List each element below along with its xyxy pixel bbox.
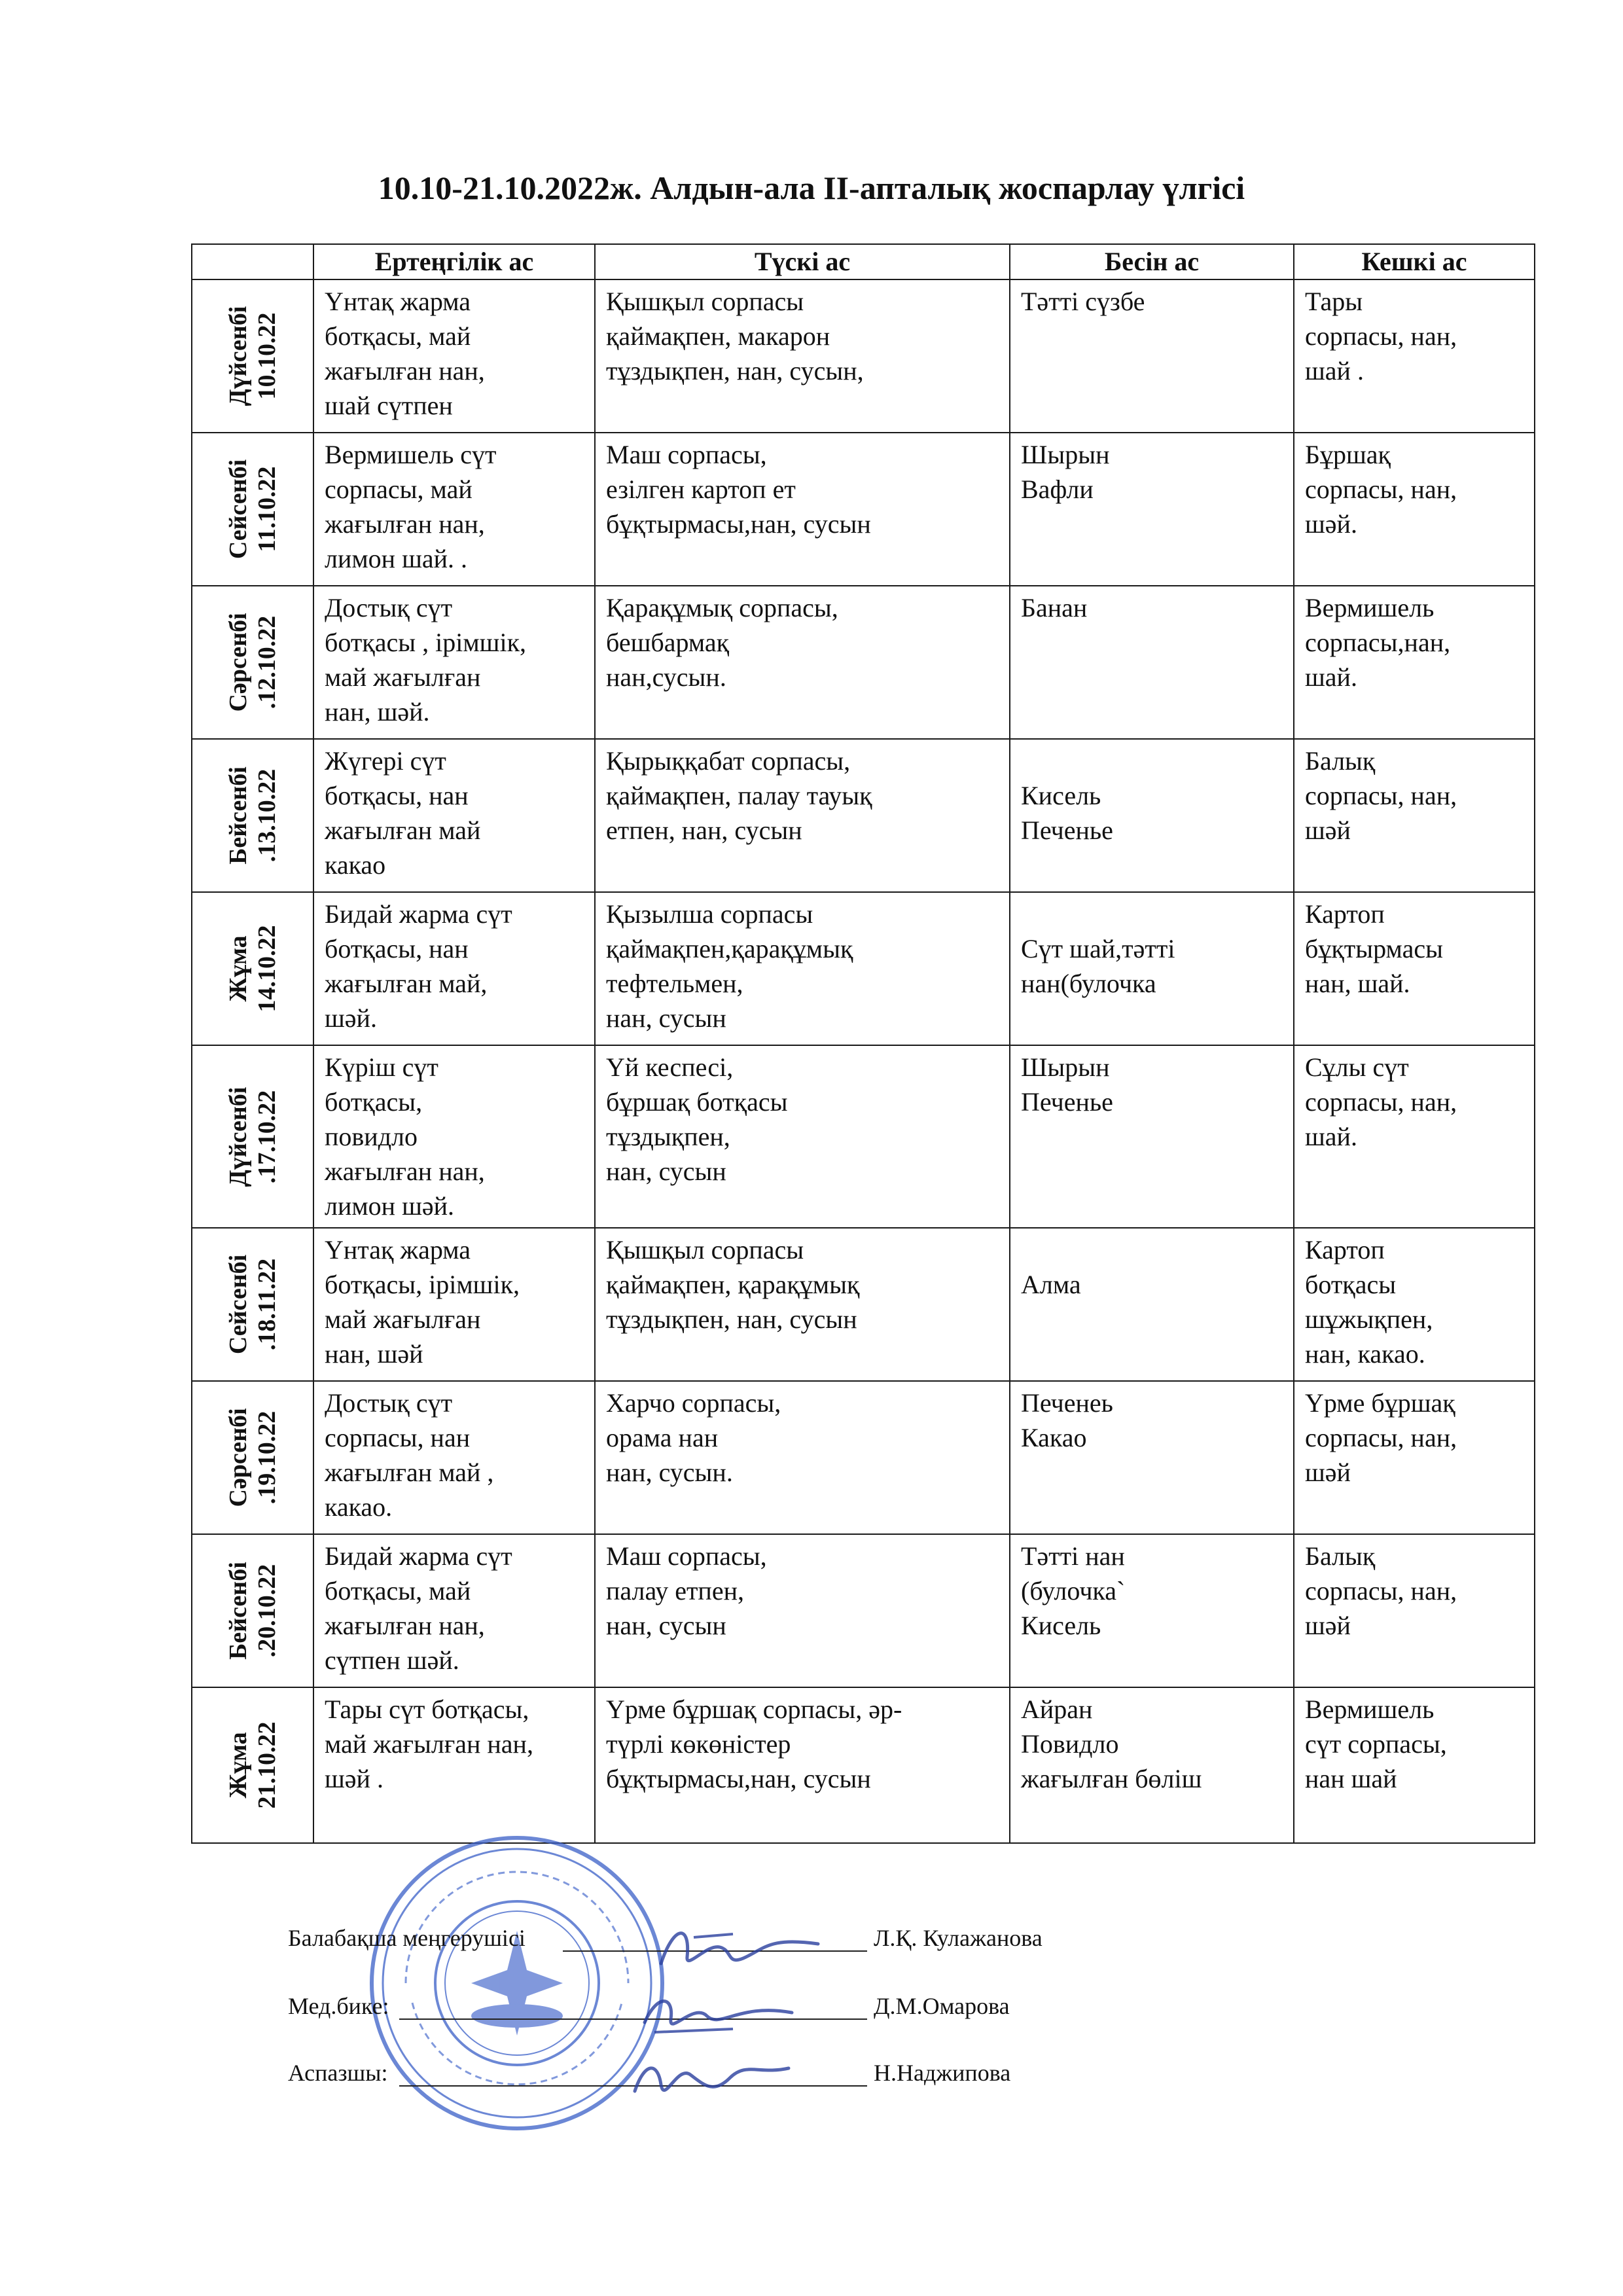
lunch-text: Маш сорпасы, палау етпен, нан, сусын [606, 1541, 767, 1640]
snack-cell [1010, 586, 1294, 739]
day-date: .13.10.22 [253, 768, 281, 863]
lunch-cell [595, 279, 1010, 433]
lunch-text: Үй кеспесі, бұршақ ботқасы тұздықпен, нан, сусын [606, 1052, 788, 1186]
dinner-text: Вермишель сорпасы,нан, шай. [1305, 593, 1451, 692]
lunch-cell [595, 892, 1010, 1045]
breakfast-cell [313, 739, 595, 892]
lunch-text: Маш сорпасы, езілген картоп ет бұқтырмасы,нан, сусын [606, 440, 871, 539]
lunch-text: Харчо сорпасы, орама нан нан, сусын. [606, 1388, 781, 1487]
day-cell [192, 1534, 313, 1687]
day-name: Дүйсенбі [224, 306, 252, 406]
dinner-text: Вермишель сүт сорпасы, нан шай [1305, 1695, 1447, 1793]
day-name: Бейсенбі [224, 766, 252, 865]
dinner-text: Картоп ботқасы шұжықпен, нан, какао. [1305, 1235, 1433, 1369]
handwritten-signature [654, 1918, 825, 1977]
header-day [192, 244, 313, 279]
day-cell [192, 892, 313, 1045]
table-row [192, 433, 1535, 586]
table-row [192, 739, 1535, 892]
dinner-cell [1294, 433, 1535, 586]
day-date: .12.10.22 [253, 615, 281, 709]
day-cell [192, 1381, 313, 1534]
breakfast-cell [313, 1381, 595, 1534]
lunch-cell [595, 1045, 1010, 1228]
lunch-cell [595, 1381, 1010, 1534]
day-cell [192, 433, 313, 586]
breakfast-text: Үнтақ жарма ботқасы, ірімшік, май жағылған нан, шәй [325, 1235, 520, 1369]
breakfast-cell [313, 892, 595, 1045]
breakfast-cell [313, 586, 595, 739]
header-row [192, 244, 1535, 279]
lunch-text: Үрме бұршақ сорпасы, әр- түрлі көкөністер бұқтырмасы,нан, сусын [606, 1695, 902, 1793]
day-date: .17.10.22 [253, 1090, 281, 1183]
day-cell [192, 1228, 313, 1381]
dinner-text: Тары сорпасы, нан, шай . [1305, 287, 1457, 386]
lunch-cell [595, 739, 1010, 892]
snack-cell [1010, 279, 1294, 433]
dinner-cell [1294, 1045, 1535, 1228]
lunch-text: Қышқыл сорпасы қаймақпен, қарақұмық тұздықпен, нан, сусын [606, 1235, 860, 1334]
official-stamp [366, 1833, 668, 2134]
breakfast-text: Бидай жарма сүт ботқасы, нан жағылған май, шәй. [325, 899, 512, 1033]
snack-text: Алма [1021, 1270, 1081, 1299]
header-lunch: Түскі ас [595, 244, 1010, 279]
dinner-cell [1294, 279, 1535, 433]
day-date: 14.10.22 [253, 925, 281, 1013]
day-name: Бейсенбі [224, 1562, 252, 1660]
breakfast-text: Достық сүт сорпасы, нан жағылған май , какао. [325, 1388, 494, 1522]
signature-role: Аспазшы: [288, 2060, 388, 2086]
header-snack: Бесін ас [1010, 244, 1294, 279]
table-row [192, 1687, 1535, 1843]
dinner-text: Үрме бұршақ сорпасы, нан, шәй [1305, 1388, 1457, 1487]
day-name: Дүйсенбі [224, 1086, 252, 1187]
breakfast-text: Достық сүт ботқасы , ірімшік, май жағылған нан, шәй. [325, 593, 527, 726]
table-row [192, 1228, 1535, 1381]
signature-role: Балабақша меңгерушісі [288, 1925, 526, 1951]
day-name: Сәрсенбі [224, 1408, 252, 1507]
lunch-text: Қырыққабат сорпасы, қаймақпен, палау тауық етпен, нан, сусын [606, 746, 872, 845]
table-row [192, 1534, 1535, 1687]
lunch-text: Қарақұмық сорпасы, бешбармақ нан,сусын. [606, 593, 838, 692]
day-date: 10.10.22 [253, 312, 281, 400]
breakfast-cell [313, 1534, 595, 1687]
lunch-text: Қышқыл сорпасы қаймақпен, макарон тұздықпен, нан, сусын, [606, 287, 864, 386]
dinner-cell [1294, 892, 1535, 1045]
signature-name: Н.Наджипова [874, 2060, 1011, 2086]
snack-text: Печенеь Какао [1021, 1388, 1113, 1452]
day-date: 11.10.22 [253, 466, 281, 552]
menu-table [191, 243, 1535, 1844]
lunch-text: Қызылша сорпасы қаймақпен,қарақұмық тефтельмен, нан, сусын [606, 899, 853, 1033]
page-title: 10.10-21.10.2022ж. Алдын-ала II-апталық жоспарлау үлгісі [378, 170, 1245, 206]
breakfast-cell [313, 1687, 595, 1843]
lunch-cell [595, 1228, 1010, 1381]
snack-text: Кисель Печенье [1021, 781, 1113, 845]
dinner-cell [1294, 586, 1535, 739]
snack-cell [1010, 1381, 1294, 1534]
breakfast-cell [313, 1045, 595, 1228]
dinner-text: Балық сорпасы, нан, шәй [1305, 1541, 1457, 1640]
snack-cell [1010, 892, 1294, 1045]
snack-cell [1010, 1687, 1294, 1843]
day-date: .19.10.22 [253, 1410, 281, 1505]
snack-text: Шырын Вафли [1021, 440, 1110, 504]
signature-role: Мед.бике: [288, 1993, 389, 2019]
dinner-text: Картоп бұқтырмасы нан, шай. [1305, 899, 1443, 998]
breakfast-text: Бидай жарма сүт ботқасы, май жағылған нан, сүтпен шәй. [325, 1541, 512, 1675]
snack-text: Тәтті нан (булочка` Кисель [1021, 1541, 1126, 1640]
table-row [192, 1381, 1535, 1534]
lunch-cell [595, 1534, 1010, 1687]
dinner-text: Сұлы сүт сорпасы, нан, шай. [1305, 1052, 1457, 1151]
day-cell [192, 1687, 313, 1843]
signature-name: Д.М.Омарова [874, 1993, 1010, 2019]
snack-text: Айран Повидло жағылған бөліш [1021, 1695, 1202, 1793]
snack-cell [1010, 433, 1294, 586]
breakfast-text: Жүгері сүт ботқасы, нан жағылған май какао [325, 746, 481, 880]
snack-cell [1010, 739, 1294, 892]
snack-text: Тәтті сүзбе [1021, 287, 1145, 316]
breakfast-text: Үнтақ жарма ботқасы, май жағылған нан, шай сүтпен [325, 287, 485, 420]
breakfast-text: Вермишель сүт сорпасы, май жағылған нан, лимон шай. . [325, 440, 497, 573]
day-date: .18.11.22 [253, 1258, 281, 1351]
day-name: Жұма [224, 935, 252, 1002]
handwritten-signature [635, 1983, 805, 2042]
table-row [192, 1045, 1535, 1228]
snack-text: Сүт шай,тәтті нан(булочка [1021, 934, 1175, 998]
snack-cell [1010, 1534, 1294, 1687]
dinner-cell [1294, 739, 1535, 892]
breakfast-cell [313, 279, 595, 433]
dinner-text: Бұршақ сорпасы, нан, шәй. [1305, 440, 1457, 539]
dinner-cell [1294, 1534, 1535, 1687]
dinner-cell [1294, 1381, 1535, 1534]
snack-cell [1010, 1228, 1294, 1381]
dinner-cell [1294, 1687, 1535, 1843]
day-name: Сейсенбі [224, 459, 252, 560]
header-dinner: Кешкі ас [1294, 244, 1535, 279]
day-name: Сәрсенбі [224, 613, 252, 712]
day-cell [192, 279, 313, 433]
day-date: 21.10.22 [253, 1721, 281, 1809]
table-row [192, 892, 1535, 1045]
lunch-cell [595, 586, 1010, 739]
dinner-cell [1294, 1228, 1535, 1381]
dinner-text: Балық сорпасы, нан, шәй [1305, 746, 1457, 845]
signature-name: Л.Қ. Кулажанова [874, 1925, 1043, 1951]
day-cell [192, 1045, 313, 1228]
snack-text: Шырын Печенье [1021, 1052, 1113, 1117]
lunch-cell [595, 433, 1010, 586]
breakfast-text: Тары сүт ботқасы, май жағылған нан, шәй . [325, 1695, 533, 1793]
table-row [192, 279, 1535, 433]
breakfast-cell [313, 1228, 595, 1381]
snack-cell [1010, 1045, 1294, 1228]
header-breakfast: Ертеңгілік ас [313, 244, 595, 279]
table-row [192, 586, 1535, 739]
breakfast-cell [313, 433, 595, 586]
snack-text: Банан [1021, 593, 1088, 622]
handwritten-signature [628, 2049, 798, 2108]
breakfast-text: Күріш сүт ботқасы, повидло жағылған нан, лимон шәй. [325, 1052, 485, 1221]
day-name: Сейсенбі [224, 1254, 252, 1355]
day-cell [192, 586, 313, 739]
day-cell [192, 739, 313, 892]
lunch-cell [595, 1687, 1010, 1843]
day-name: Жұма [224, 1732, 252, 1799]
day-date: .20.10.22 [253, 1564, 281, 1658]
